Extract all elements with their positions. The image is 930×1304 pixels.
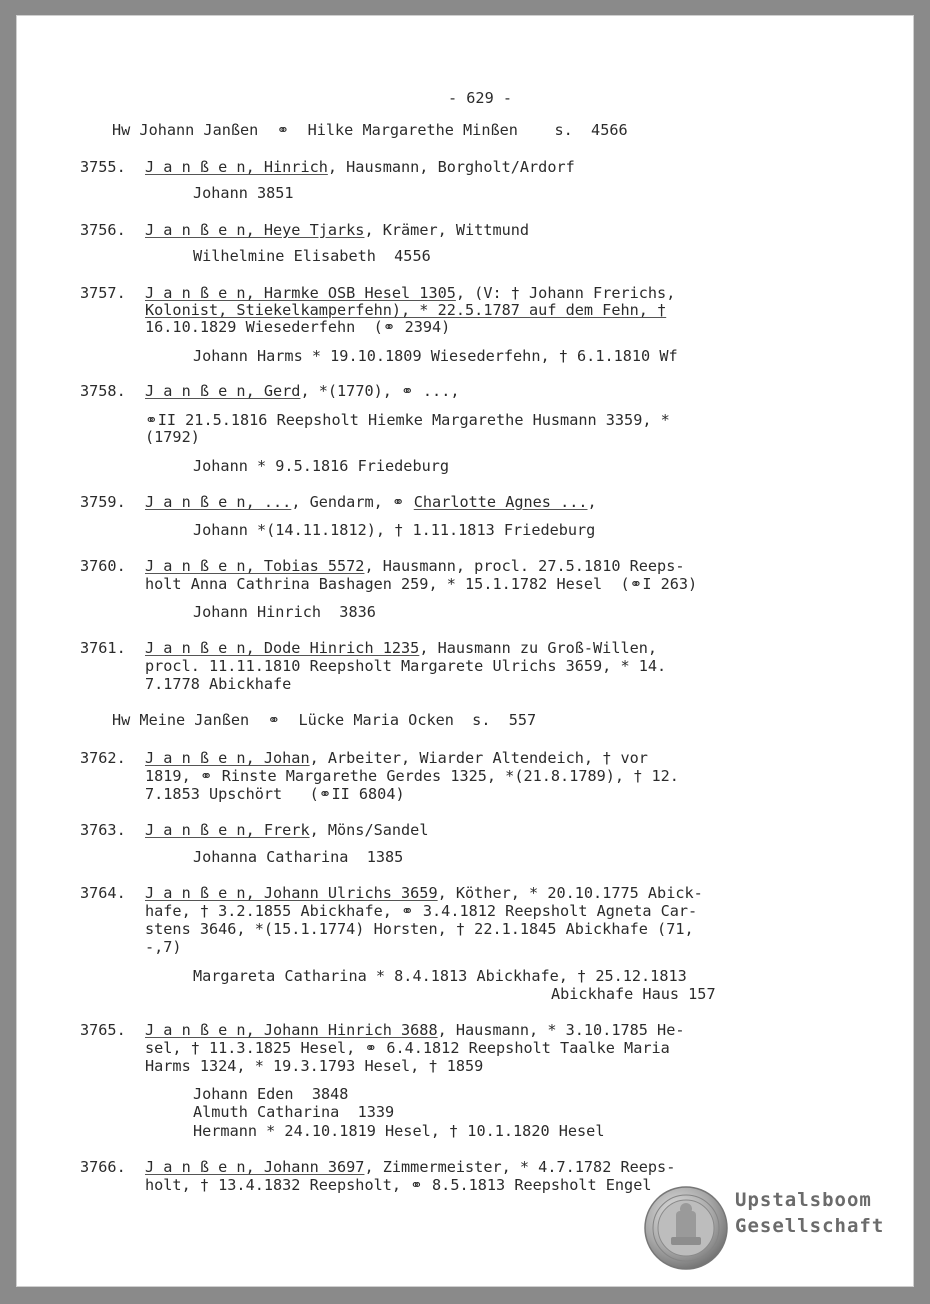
entry-3757-line3: 16.10.1829 Wiesederfehn (⚭ 2394) (145, 318, 451, 336)
entry-3757-child: Johann Harms * 19.10.1809 Wiesederfehn, † 6.1.1810 Wf (193, 347, 678, 365)
entry-number-3766: 3766. (80, 1158, 126, 1176)
entry-number-3765: 3765. (80, 1021, 126, 1039)
logo-line-1: Upstalsboom (735, 1189, 872, 1211)
entry-3765-child-3: Hermann * 24.10.1819 Hesel, † 10.1.1820 Hesel (193, 1122, 605, 1140)
entry-3759-comma: , (587, 493, 597, 511)
entry-3758-child: Johann * 9.5.1816 Friedeburg (193, 457, 450, 475)
household-header-2: Hw Meine Janßen ⚭ Lücke Maria Ocken s. 557 (112, 711, 537, 729)
entry-number-3763: 3763. (80, 821, 126, 839)
entry-3760-head (145, 558, 684, 575)
entry-3758-head (145, 383, 459, 400)
entry-3764-child-line2: Abickhafe Haus 157 (551, 985, 716, 1003)
entry-3764-line2: hafe, † 3.2.1855 Abickhafe, ⚭ 3.4.1812 Reepsholt Agneta Car- (145, 902, 698, 920)
entry-3761-line3: 7.1778 Abickhafe (145, 675, 292, 693)
entry-number-3760: 3760. (80, 557, 126, 575)
entry-3759-rest: , Gendarm, ⚭ (291, 493, 414, 511)
entry-3762-rest: , Arbeiter, Wiarder Altendeich, † vor (309, 749, 648, 767)
entry-number-3759: 3759. (80, 493, 126, 511)
entry-3765-line3: Harms 1324, * 19.3.1793 Hesel, † 1859 (145, 1057, 484, 1075)
society-logo (643, 1185, 913, 1275)
entry-3762-head (145, 750, 648, 767)
entry-3763-child: Johanna Catharina 1385 (193, 848, 404, 866)
entry-3755-name: J a n ß e n, Hinrich (145, 158, 328, 176)
entry-3759-child: Johann *(14.11.1812), † 1.11.1813 Friedeburg (193, 521, 596, 539)
entry-3756-head (145, 222, 529, 239)
entry-3755-child: Johann 3851 (193, 184, 294, 202)
entry-3766-line2: holt, † 13.4.1832 Reepsholt, ⚭ 8.5.1813 Reepsholt Engel (145, 1176, 652, 1194)
entry-3759-spouse: Charlotte Agnes ... (413, 493, 588, 511)
entry-3759-head (145, 494, 597, 511)
entry-3756-child: Wilhelmine Elisabeth 4556 (193, 247, 431, 265)
entry-number-3757: 3757. (80, 284, 126, 302)
entry-3757-rest: , (V: † Johann Frerichs, (455, 284, 676, 302)
entry-3761-rest: , Hausmann zu Groß-Willen, (419, 639, 658, 657)
entry-3766-head (145, 1159, 675, 1176)
entry-3765-line2: sel, † 11.3.1825 Hesel, ⚭ 6.4.1812 Reepsholt Taalke Maria (145, 1039, 670, 1057)
entry-3764-rest: , Köther, * 20.10.1775 Abick- (437, 884, 703, 902)
entry-3758-name: J a n ß e n, Gerd (145, 382, 301, 400)
entry-3765-name: J a n ß e n, Johann Hinrich 3688 (145, 1021, 438, 1039)
entry-3764-line3: stens 3646, *(15.1.1774) Horsten, † 22.1.1845 Abickhafe (71, (145, 920, 694, 938)
entry-3760-child: Johann Hinrich 3836 (193, 603, 376, 621)
entry-3765-rest: , Hausmann, * 3.10.1785 He- (437, 1021, 685, 1039)
entry-number-3755: 3755. (80, 158, 126, 176)
entry-3764-line4: -,7) (145, 938, 182, 956)
entry-3765-head (145, 1022, 685, 1039)
document-page (16, 15, 914, 1287)
entry-number-3758: 3758. (80, 382, 126, 400)
entry-3766-rest: , Zimmermeister, * 4.7.1782 Reeps- (364, 1158, 676, 1176)
entry-3759-name: J a n ß e n, ... (145, 493, 292, 511)
entry-3758-line3: (1792) (145, 428, 200, 446)
entry-3761-line2: procl. 11.11.1810 Reepsholt Margarete Ulrichs 3659, * 14. (145, 657, 667, 675)
entry-3765-child-2: Almuth Catharina 1339 (193, 1103, 395, 1121)
entry-3760-rest: , Hausmann, procl. 27.5.1810 Reeps- (364, 557, 685, 575)
entry-3763-name: J a n ß e n, Frerk (145, 821, 310, 839)
entry-number-3756: 3756. (80, 221, 126, 239)
entry-3761-name: J a n ß e n, Dode Hinrich 1235 (145, 639, 420, 657)
entry-3762-name: J a n ß e n, Johan (145, 749, 310, 767)
entry-3763-head (145, 822, 428, 839)
entry-3756-rest: , Krämer, Wittmund (364, 221, 530, 239)
entry-3762-line2: 1819, ⚭ Rinste Margarethe Gerdes 1325, *(21.8.1789), † 12. (145, 767, 679, 785)
entry-3764-name: J a n ß e n, Johann Ulrichs 3659 (145, 884, 438, 902)
seal-icon (643, 1185, 729, 1271)
entry-3763-rest: , Möns/Sandel (309, 821, 429, 839)
entry-3762-line3: 7.1853 Upschört (⚭II 6804) (145, 785, 405, 803)
entry-3764-child: Margareta Catharina * 8.4.1813 Abickhafe, † 25.12.1813 (193, 967, 687, 985)
entry-3766-name: J a n ß e n, Johann 3697 (145, 1158, 365, 1176)
logo-line-2: Gesellschaft (735, 1215, 885, 1237)
entry-3757-line2: Kolonist, Stiekelkamperfehn), * 22.5.1787 auf dem Fehn, † (145, 301, 667, 319)
entry-number-3764: 3764. (80, 884, 126, 902)
entry-3760-name: J a n ß e n, Tobias 5572 (145, 557, 365, 575)
entry-3757-head (145, 285, 675, 302)
entry-3761-head (145, 640, 657, 657)
entry-3760-line2: holt Anna Cathrina Bashagen 259, * 15.1.1782 Hesel (⚭I 263) (145, 575, 698, 593)
entry-number-3761: 3761. (80, 639, 126, 657)
entry-3755-rest: , Hausmann, Borgholt/Ardorf (327, 158, 575, 176)
entry-3758-rest: , *(1770), ⚭ ..., (300, 382, 460, 400)
entry-3765-child-1: Johann Eden 3848 (193, 1085, 349, 1103)
entry-3764-head (145, 885, 703, 902)
page-number: - 629 - (448, 89, 513, 107)
entry-3755-head (145, 159, 575, 176)
entry-3757-name: J a n ß e n, Harmke OSB Hesel 1305 (145, 284, 456, 302)
household-header-1: Hw Johann Janßen ⚭ Hilke Margarethe Minßen s. 4566 (112, 121, 628, 139)
entry-number-3762: 3762. (80, 749, 126, 767)
entry-3756-name: J a n ß e n, Heye Tjarks (145, 221, 365, 239)
entry-3758-marriage: ⚭II 21.5.1816 Reepsholt Hiemke Margarethe Husmann 3359, * (145, 411, 670, 429)
